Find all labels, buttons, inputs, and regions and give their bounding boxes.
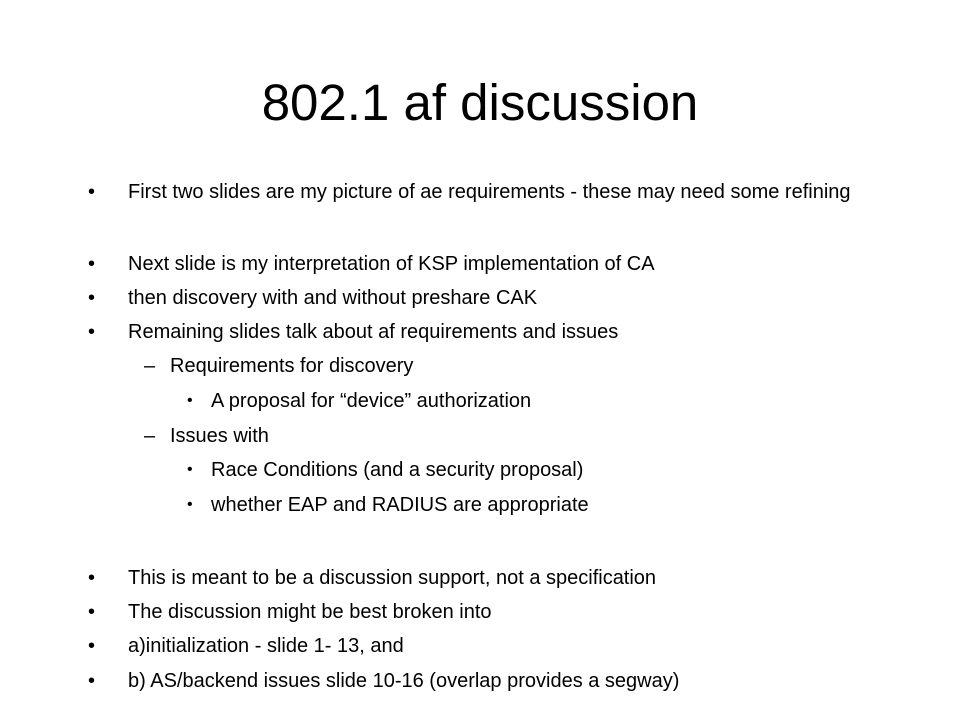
bullet-text: This is meant to be a discussion support, not a specification: [128, 567, 657, 589]
bullet-mark: •: [88, 635, 96, 657]
bullet-mark: •: [88, 670, 96, 692]
bullet-text: b) AS/backend issues slide 10-16 (overlap provides a segway): [128, 670, 680, 692]
bullet-item: [88, 566, 880, 590]
bullet-mark: •: [187, 392, 193, 409]
bullet-item: [88, 320, 880, 344]
bullet-text: The discussion might be best broken into: [128, 601, 492, 623]
bullet-mark: •: [88, 287, 96, 309]
slide-title: 802.1 af discussion: [261, 74, 699, 131]
bullet-item: [88, 669, 880, 693]
dash-mark: –: [144, 355, 156, 377]
bullet-mark: •: [88, 321, 96, 343]
bullet-mark: •: [187, 496, 193, 513]
bullet-text: Remaining slides talk about af requirements and issues: [128, 321, 619, 343]
bullet-text: A proposal for “device” authorization: [211, 390, 532, 412]
sub-bullet-item: [144, 424, 870, 448]
sub-sub-bullet-item: [187, 493, 871, 517]
bullet-item: [88, 600, 880, 624]
bullet-item: [88, 634, 880, 658]
bullet-mark: •: [88, 181, 96, 203]
bullet-text: Requirements for discovery: [170, 355, 414, 377]
bullet-item: [88, 286, 880, 310]
bullet-item: [88, 252, 880, 276]
bullet-text: Issues with: [170, 425, 269, 447]
bullet-mark: •: [88, 601, 96, 623]
sub-sub-bullet-item: [187, 389, 871, 413]
sub-sub-bullet-item: [187, 458, 871, 482]
bullet-text: Next slide is my interpretation of KSP implementation of CA: [128, 253, 655, 275]
bullet-text: whether EAP and RADIUS are appropriate: [211, 494, 589, 516]
bullet-mark: •: [88, 567, 96, 589]
bullet-text: Race Conditions (and a security proposal): [211, 459, 584, 481]
bullet-mark: •: [88, 253, 96, 275]
bullet-text: then discovery with and without preshare CAK: [128, 287, 538, 309]
sub-bullet-item: [144, 354, 870, 378]
bullet-item: [88, 180, 880, 204]
bullet-mark: •: [187, 461, 193, 478]
bullet-text: a)initialization - slide 1- 13, and: [128, 635, 404, 657]
dash-mark: –: [144, 425, 156, 447]
bullet-text: First two slides are my picture of ae requirements - these may need some refining: [128, 181, 851, 203]
